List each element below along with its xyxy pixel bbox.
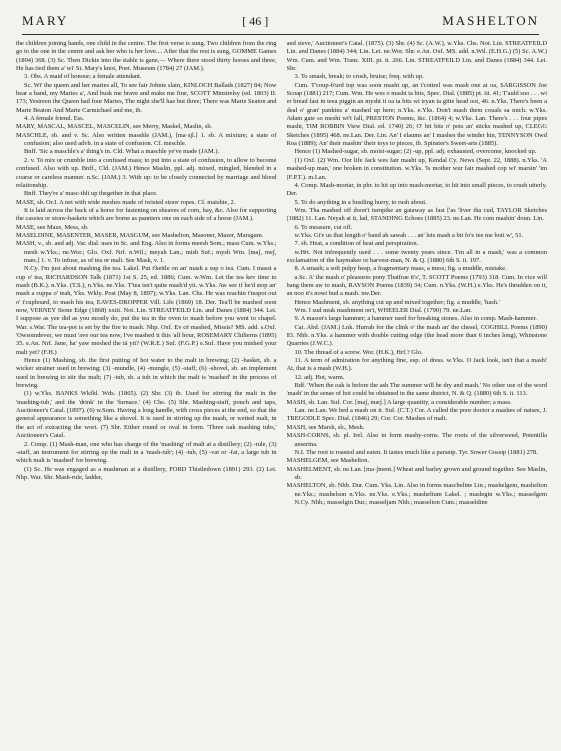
entry-paragraph: MASH-CORNS, sb. pl. Irel. Also in form mashy-corns. The roots of the silverweed, Potentilla anserina. <box>286 432 547 448</box>
header-rule <box>22 34 539 35</box>
entry-paragraph: Sc. Wi' the queen and her maries all, To see fair Johnie slain, KINLOCH Ballads (1827) 84; Now bear a hand, my Maries a', And busk me brave and make me fine, SCOTT Minstrelsy (ed. 1803) II. 173; Yestreen the Queen had four Maries, The night she'll hae but three; There was Marie Seaton and Marie Beaton And Marie Carmichael and me, ib. <box>16 81 277 114</box>
entry-paragraph: MARY, MASCAL, MASCEL, MASCELIN, see Merry, Maskel, Maslin, sb. <box>16 123 213 131</box>
entry-paragraph: a.Sc. A' the mash o' pleasures pony Thatfrae it's', T. SCOTT Poems (1793) 318. Cum. In vice will bang them aw to mash, RAYSON Poems (1839) 34; Cum. n.Yks. (W.H.) e.Yks. He's thrudden on it, an noo it's nowt bud a mash. nw.Der. <box>286 273 547 298</box>
entry-paragraph: 9. A mason's large hammer; a hammer used for breaking stones. Also in comp. Mash-hammer. <box>294 315 537 323</box>
entry-paragraph: Hence (1) Mashing, sb. the first putting of hot water to the malt in brewing; (2) -basket, sb. a wicker strainer used in brewing; (3) -mundle, (4) -mungle, (5) -staff, (6) -shovel, sb. an implement used in brewing to stir the malt; (7) -tub, sb. a tub in which the malt is 'mashed' in the process of brewing. <box>16 357 277 390</box>
entry-paragraph: MASE, sb. Or.I. A net with wide meshes made of twisted straw ropes. Cf. maishie, 2. <box>16 198 236 206</box>
entry-paragraph: MASCHLE, sb. and v. Sc. Also written masshle (JAM.), [ma·sjl.] 1. sb. A mixture; a state of confusion; also used advb. in a state of confusion. Cf. meschle. <box>16 131 277 148</box>
dictionary-columns <box>16 40 547 745</box>
entry-paragraph: 8. A smash; a soft pulpy heap, a fragmentary mass, a mess; fig. a muddle, mistake. <box>294 265 507 273</box>
page-header <box>22 10 539 32</box>
entry-paragraph: (1) w.Yks. BANKS Wkfld. Wds. (1865). (2) Shr. (3) ib. Used for stirring the malt in the 'mashing-tub,' and the 'drink' in the 'furnace.' (4) Chs. (5) Shr. Mashing-staff, pouch and taps, Auctioneer's Catal. (1897). (6) w.Som. Having a long handle, with cross pieces at the end, so that the general appearance is something like a shovel. It is used in stirring up the mash, or wetted malt, in the act of extracting the wort. (7) Shr. Either round or oval in form. 'Three oak mashing tubs,' Auctioneer's Catal. <box>16 390 277 440</box>
entry-paragraph: N.Cy. I'm just about mashing the tea. Lakel. Put t'kettle on an' mash a sup o tea. Cum. I masst a cup o' tea, RICHARDSON Talk (1871) 1st S. 25, ed. 1886; Cum. w.Wm. Let the tea kev time to mash (B.K.). n.Yks. (T.S.), n.Yks. ne.Yks. T'tea isn't quite mash'd yit. w.Yks. Aw see if he'd stop an' mash a cuppa o' teah, Yks. Wkly. Post (May 8, 1897); w.Yks. Lan. Chs. He was reachin t'teapot out o' t'cupboard, to mash his tea, EAVES-DROPPER Vill. Life (1869) 18. Der. Tea'll be mashed soon now, VERNEY Stone Edge (1868) xxiii. Not. Lin. STREATFEILD Lin. and Danes (1884) 344. Lei. I suppose as yee did as you mostly do, put the tea in the oven to mash before you went to chapel. War. s.War. The tea-pot is set by the fire to mash. Nhp. Oxf. Ev cē mashed, Missis? MS. add. s.Oxf. 'Owsomdever, we must 'ave our tea now, I've mashed it this 'alf hour, ROSEMARY Chilterns (1895) 35. e.An. Nrf. Jane, ha' yaw meshed the tā yit? (W.R.E.) Suf. (F.G.P.) e.Suf. Have you mished your malt yet? (F.H.) <box>16 265 277 356</box>
entry-paragraph: MASELDINE, MASENTER, MASER, MASGUM, see Mashelton, Masoner, Mazer, Marsgum. <box>16 231 264 239</box>
entry-paragraph: It is laid across the back of a horse for fastening on sheaves of corn, hay, &c. Also for supporting the cassies or straw-baskets which are borne as panniers one on each side of a horse (JAM.). <box>16 206 277 223</box>
entry-paragraph: 2. Comp. (1) Mash-man, one who has charge of the 'mashing' of malt at a distillery; (2) -rule, (3) -staff, an instrument for stirring up the malt in a 'mash-tub'; (4) -tub, (5) -vat or -fat, a large tub in which malt is 'mashed' for brewing. <box>16 440 277 465</box>
entry-paragraph: w.Hrt. Not infrequently used . . . some twenty years since. 'I'm all in a mash,' was a common exclamation of the haymaker or harvest-man, N. & Q. (1880) 6th S. ii. 197. <box>286 248 547 264</box>
running-head-right: MASHELTON <box>442 13 539 28</box>
entry-paragraph: 3. To smash, break; to crush, bruise; freq. with up. <box>294 73 424 81</box>
entry-paragraph: MASH, v., sb. and adj. Var. dial. uses in Sc. and Eng. Also in forms meesh Som.; mass Cum. w.Yks.; mesh w.Yks.; ne.Wor.; Glo. Oxf. Nrf. n.Wil.; meyah Lan.; mish Suf.; mysh Wm. [maʃ, meʃ, mæs.] 1. v. To infuse, as of tea or malt. See Mask, v. 1. <box>16 240 277 264</box>
entry-paragraph: 3. Obs. A maid of honour; a female attendant. <box>24 73 142 81</box>
entry-paragraph: Cai. Abd. (JAM.) Lnk. Hurrah for the clink o' the mash an' the chesel, COGHILL Poems (1890) 83. Nhb. n.Yks. a hammer with double cutting edge (the head more than 6 inches long), Whinstone Quarries (J.W.C.). <box>286 323 547 348</box>
entry-paragraph: 11. A term of admiration for anything fine, esp. of dress. w.Yks. O Jack look, isn't that a mash! At, that is a mash (W.H.). <box>286 357 547 373</box>
entry-paragraph: Bnff. 'Sic a maschle's a' thing's in. Cld. What a maschle ye've made (JAM.). <box>24 148 220 156</box>
entry-paragraph: w.Yks. Gi'e us that length o' band ah sawah . . . an' lets mash a bit fo'e tee me boit w', 51. <box>294 231 524 239</box>
entry-paragraph: MASHELMENT, sb. ne.Lan. [ma·ʃment.] Wheat and barley grown and ground together. See Maslin, sb. <box>286 465 547 481</box>
right-column <box>287 40 548 745</box>
entry-paragraph: 4. A female friend. Ess. <box>24 115 85 123</box>
running-head-left: MARY <box>22 13 69 28</box>
entry-paragraph: Bnff. They're a' masc-thlt up thegether in that place. <box>24 190 158 198</box>
entry-paragraph: Bdf. 'When the oak is before the ash The summer will be dry and mash.' No other use of the word 'mash' in the sense of hot could be obtained in the same district, N. & Q. (1880) 6th S. ii. 113. <box>286 382 547 398</box>
entry-paragraph: 7. sb. Heat, a condition of heat and perspiration. <box>294 240 419 248</box>
entry-paragraph: (1) Oxf. (2) Wm. Oor life Jack wes fair masht up, Kendal Cy. News (Sept. 22, 1888). n.Yks. 'A mashed-up man,' one broken in constitution. w.Yks. 'Is mother wur fair mashed cop wi' marsin' 'im (F.P.T.). m.Lan. <box>286 156 547 181</box>
entry-paragraph: Wm. I sud neak mashment on't, WHEELER Dial. (1790) 79. ne.Lan. <box>294 307 472 314</box>
page-number: [ 46 ] <box>242 13 269 28</box>
entry-paragraph: 6. To measure, cut off. <box>294 223 353 231</box>
entry-paragraph: Lan. ne.Lan. We hed a mash on it. Suf. (C.T.) Cor. A called the poor doctor a mashes of naises, J. TREGODLE Spec. Dial. (1846) 29; Cor. Cor. Mashes of malt. <box>286 407 547 423</box>
entry-paragraph: Hence Mashment, sb. anything cut up and mixed together; fig. a muddle, 'hash.' <box>294 298 500 306</box>
entry-paragraph: MASHELGEM, see Mashelton. <box>286 457 370 465</box>
entry-paragraph: Cum. T'coup-b'urd top was soon masht up, an t'cottrel was mash one at oa, SARGISSON Joe Scoap (1881) 217; Cum. Wm. He wes o masht ta bits, Spec. Dial. (1885) pt. iii. 41; T'auld soo . . . wi er bread fast in teea piggin an mysht it oa ta bits wi tryan ta gitte head oot, 46. n.Yks. There's been a deal o' gran' pankins a' mashed up here; n.Yks. e.Yks. Don't mash them couals sa mich. w.Yks. Adam gate so mesht wi't fall, PRESTON Poems, &c. (1864) 4; w.Yks. Lan. There's . . . four pipes masht, TIM BOBBIN View Dial. ed. 1740) 26; O' bit bits o' pots an' sticks mashed up, CLEGG Sketches (1895) 468. ne.Lan. Der. Lin. An' I elaums an' I mashes the winder hin, TENNYSON Owd Roa (1889); An' their mashin' their toys to pieces, ib. Spinster's Sweet-arts (1885). <box>286 81 547 148</box>
entry-paragraph: Wm. Tha mashed off doon't turnpike an gataway as fast ['as 'liver tha cud, TAYLOR Sketches (1882) 11. Lan. Neyah at it, lad, STANDING Echoes (1885) 23. ne.Lan. He com mashin' doun. Lin. <box>286 206 547 223</box>
left-column <box>16 40 277 745</box>
entry-paragraph: MASE, see Maze, Mess, sb. <box>16 223 89 231</box>
entry-paragraph: 2. v. To mix or crumble into a confused mass; to put into a state of confusion, to allow to become confused. Also with up. Bnff., Cld. (JAM.) Hence Maslin, ppl. adj. mixed, mingled, blended in a coarse or careless manner. n.Sc. (JAM.) 3. With up: to be closely connected by marriage and blood relationship. <box>16 156 277 189</box>
entry-paragraph: the children joining hands, one child in the centre. The first verse is sung. Two children from the ring go to the one in the centre and ask her who is her love.... After that the rest is sung, GOMME Games (1894) 368. (3) Sc. Then Dickie into the stable is gane,— Where there stood thirty horses and three, He has tied them a' wi' St. Mary's knot, Poet. Museum (1784) 27 (JAM.). <box>16 40 277 73</box>
entry-paragraph: MASH, see Marsh, sb., Mesh. <box>286 423 365 431</box>
entry-paragraph: Hence (1) Mashed-sugar, sb. moist-sugar; (2) -up, ppl. adj. exhausted, overcome, knocked up. <box>294 148 537 156</box>
entry-paragraph: 10. The thread of a screw. Wor. (H.K.), Hrf.? Glo. <box>294 348 423 356</box>
entry-paragraph: MASH, sb. Lan. Suf. Cor. [maʃ, mæʃ.] A large quantity, a considerable number; a mass. <box>286 398 512 406</box>
entry-paragraph: (1) Sc. He was engaged as a mashman at a distillery, FORD Thistledown (1891) 293. (2) Lei. Nhp. War. Shr. Mash-rule, ladder, <box>16 465 277 481</box>
entry-paragraph: N.I. The root is roasted and eaten. It tastes much like a parsnip. Tyr. Sower Gossip (1881) 278. <box>294 448 538 456</box>
entry-paragraph: 12. adj. Hot, warm. <box>294 373 345 381</box>
entry-paragraph: MASHELTON, sb. Nhb. Dur. Cum. Yks. Lin. Also in forms mascheline Lin.; mashelgem, mashelton ne.Yks.; mashelson n.Yks. ne.Yks. e.Yks.; masheltum Lakel. ; maslegin w.Yks.; masselgem N.Cy. Nhb.; masselgin Dur.; masseljam Nhb.; masselton Cum.; masseldine <box>286 482 547 506</box>
entry-paragraph: and sieve,' Auctioneer's Catal. (1875). (3) Shr. (4) Sc. (A.W.), w.Yks. Chs. Not. Lin. STREATFEILD Lin. and Danes (1884) 344; Lin. Lei. ne.Wor. Shr. e.An. Oxf. MS. add. n.Wil. (E.H.G.) (5) Sc. A.W.) Wm. Cum. and Wm. Trans. XIII. pt. ii. 266. Lin. STREATFEILD Lin. and Danes (1884) 344. Lei. Shr. <box>286 40 547 73</box>
entry-paragraph: 5. To do anything in a bustling hurry, to rush about. <box>294 198 427 206</box>
entry-paragraph: 4. Comp. Mash-mortar, in phr. to hit up into mash-mortar, to hit into small pieces, to crush utterly. Der. <box>286 181 547 198</box>
